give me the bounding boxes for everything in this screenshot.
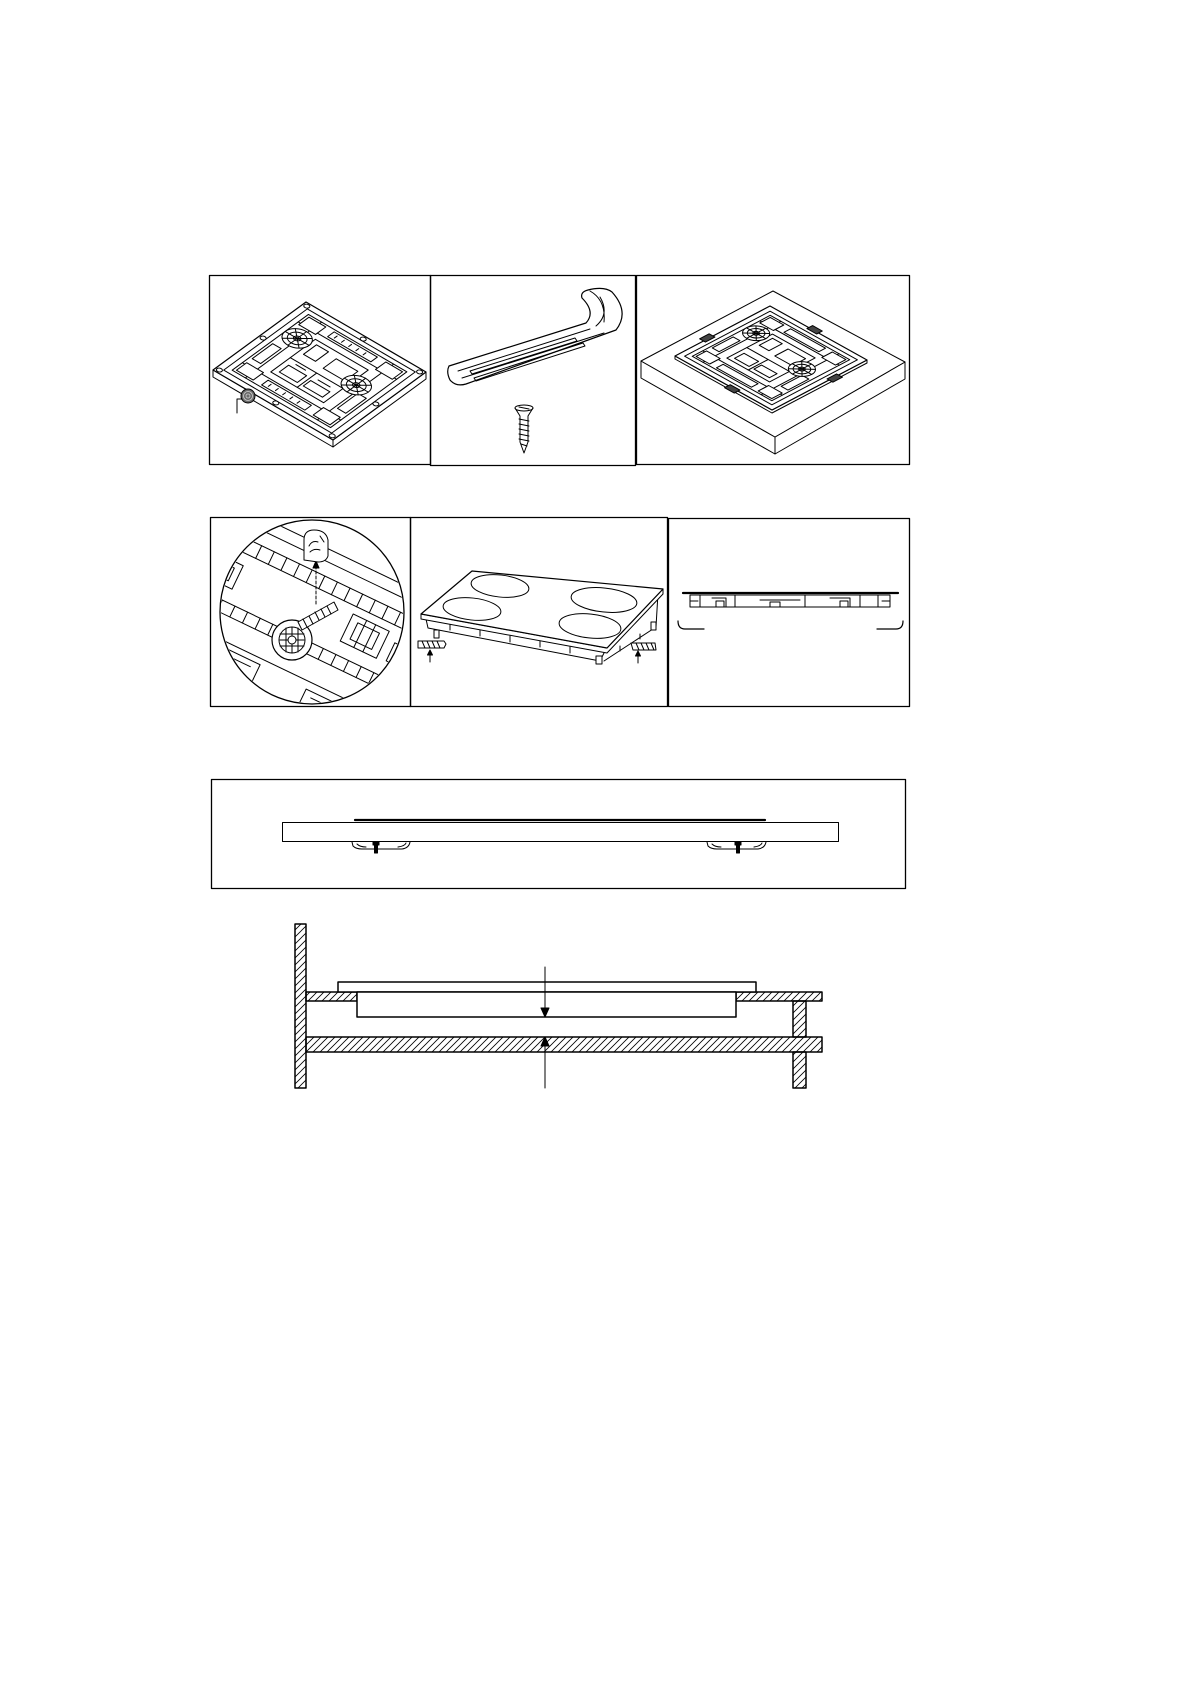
fixing-bracket bbox=[448, 288, 622, 385]
worktop-section bbox=[306, 992, 357, 1001]
fixing-bracket bbox=[678, 621, 704, 629]
figure-bracket-and-screw bbox=[431, 276, 636, 466]
wall-section bbox=[295, 924, 306, 1088]
side-panel-section bbox=[793, 1001, 806, 1037]
leader-line bbox=[237, 399, 242, 413]
shelf-section bbox=[306, 1037, 822, 1052]
figure-hob-top-view bbox=[411, 518, 668, 707]
glass-plate bbox=[421, 571, 663, 648]
worktop bbox=[283, 823, 839, 842]
figure-hob-on-worktop bbox=[637, 276, 910, 465]
hand-icon bbox=[304, 530, 328, 562]
fixing-bracket bbox=[352, 842, 410, 853]
side-panel-section bbox=[793, 1052, 806, 1088]
figure-frame bbox=[669, 519, 910, 707]
grommet bbox=[241, 389, 255, 403]
figure-magnified-detail bbox=[145, 493, 473, 757]
protective-tape bbox=[298, 602, 338, 630]
fixing-clip bbox=[418, 641, 446, 648]
fixing-bracket bbox=[877, 621, 903, 629]
figure-hob-underside bbox=[210, 276, 431, 465]
worktop-section bbox=[736, 992, 822, 1001]
screw bbox=[515, 405, 533, 453]
fixing-clip bbox=[631, 643, 656, 650]
figure-installed-side-view bbox=[212, 780, 906, 889]
figure-cross-section bbox=[295, 924, 822, 1088]
arrow-up-icon bbox=[636, 651, 641, 656]
glass-plate bbox=[338, 982, 756, 992]
hob-underside-components bbox=[213, 302, 426, 440]
figure-hob-side-view bbox=[669, 519, 910, 707]
arrow-up-icon bbox=[428, 650, 433, 655]
fixing-bracket bbox=[707, 842, 766, 853]
